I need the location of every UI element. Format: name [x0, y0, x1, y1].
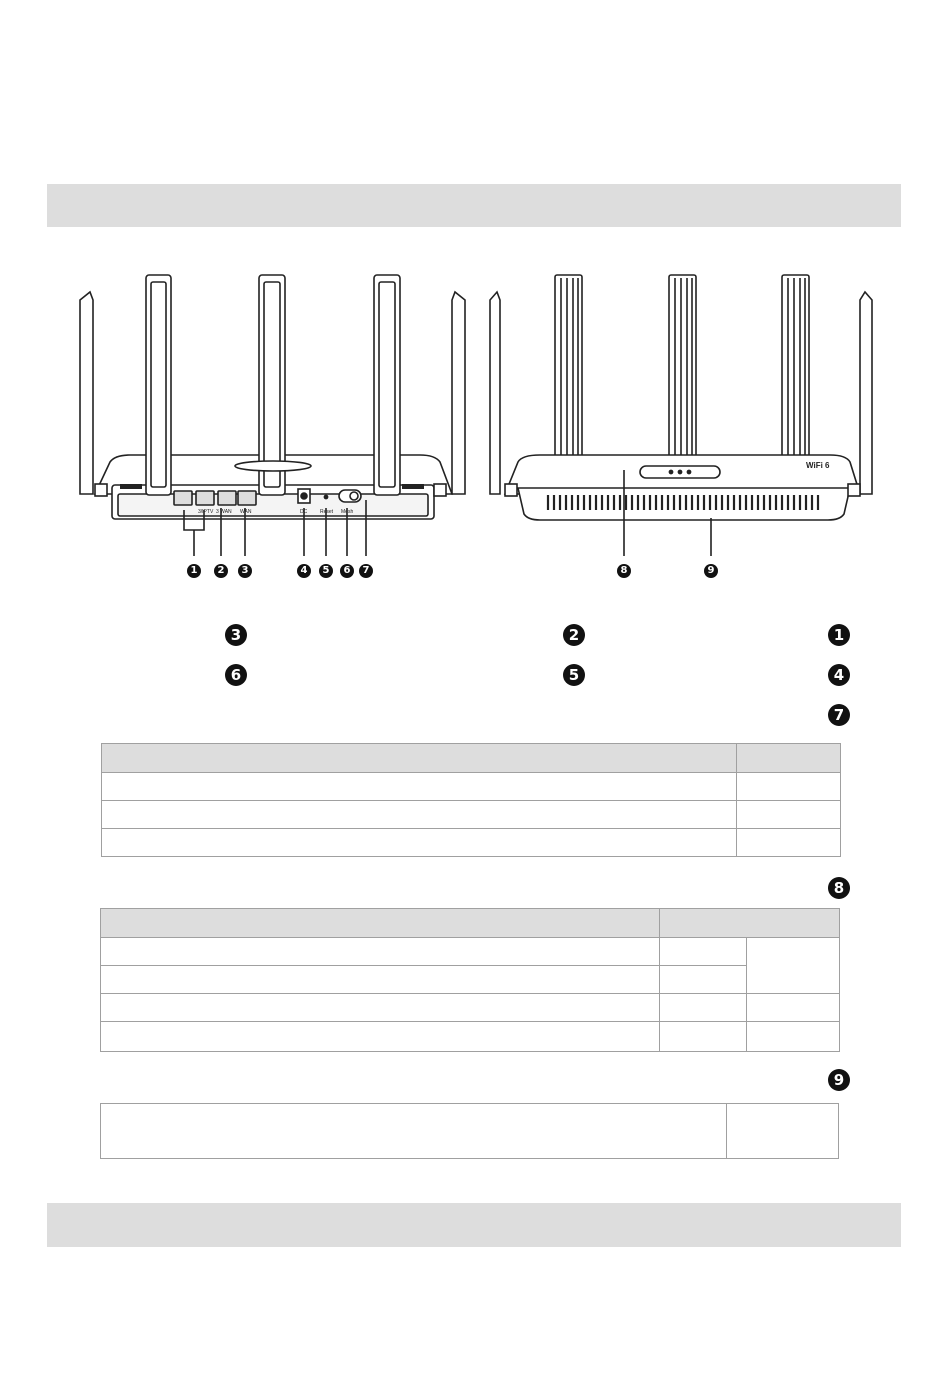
table-cell — [101, 966, 660, 994]
section-marker-9: 9 — [828, 1069, 850, 1091]
table-cell — [102, 801, 737, 829]
callout-5: 5 — [319, 564, 333, 578]
table-cell — [102, 773, 737, 801]
table-cell — [101, 1022, 660, 1052]
callout-8: 8 — [617, 564, 631, 578]
table-cell — [737, 801, 841, 829]
table-cell — [660, 994, 747, 1022]
callout-1: 1 — [187, 564, 201, 578]
legend-marker-4: 4 — [828, 664, 850, 686]
table-item-8 — [100, 908, 840, 1052]
table-item-7 — [101, 743, 841, 857]
legend-marker-1: 1 — [828, 624, 850, 646]
port-label-mesh: Mesh — [341, 509, 354, 515]
port-label-iptv: 3/IPTV — [198, 509, 214, 515]
table-cell — [102, 829, 737, 857]
callout-3: 3 — [238, 564, 252, 578]
table-cell — [660, 938, 747, 966]
table-cell — [101, 1104, 727, 1159]
front-logo: WiFi 6 — [806, 461, 830, 470]
table-cell — [101, 938, 660, 966]
legend-marker-2: 2 — [563, 624, 585, 646]
section-header-band-bottom — [47, 1203, 901, 1247]
callout-2: 2 — [214, 564, 228, 578]
legend-marker-7: 7 — [828, 704, 850, 726]
legend-marker-5: 5 — [563, 664, 585, 686]
table-item-9 — [100, 1103, 839, 1159]
table-cell — [737, 829, 841, 857]
router-diagram — [0, 0, 950, 600]
legend-marker-3: 3 — [225, 624, 247, 646]
legend-marker-6: 6 — [225, 664, 247, 686]
table-cell — [101, 994, 660, 1022]
table-cell — [737, 773, 841, 801]
section-marker-8: 8 — [828, 877, 850, 899]
table-cell — [727, 1104, 839, 1159]
table-header-cell — [101, 909, 660, 938]
callout-6: 6 — [340, 564, 354, 578]
port-label-lan-wan: 3 WAN — [216, 509, 232, 515]
router-back-view — [80, 275, 465, 556]
port-label-dc: DC — [300, 509, 308, 515]
router-front-view — [490, 275, 872, 556]
table-header-cell — [102, 744, 737, 773]
table-cell — [660, 1022, 747, 1052]
table-header-cell — [737, 744, 841, 773]
port-label-reset: Reset — [320, 509, 334, 515]
port-label-wan: WAN — [240, 509, 252, 515]
table-cell — [747, 1022, 840, 1052]
table-header-cell — [660, 909, 840, 938]
table-cell-merged — [747, 938, 840, 994]
table-cell — [660, 966, 747, 994]
callout-7: 7 — [359, 564, 373, 578]
callout-9: 9 — [704, 564, 718, 578]
table-cell — [747, 994, 840, 1022]
callout-4: 4 — [297, 564, 311, 578]
